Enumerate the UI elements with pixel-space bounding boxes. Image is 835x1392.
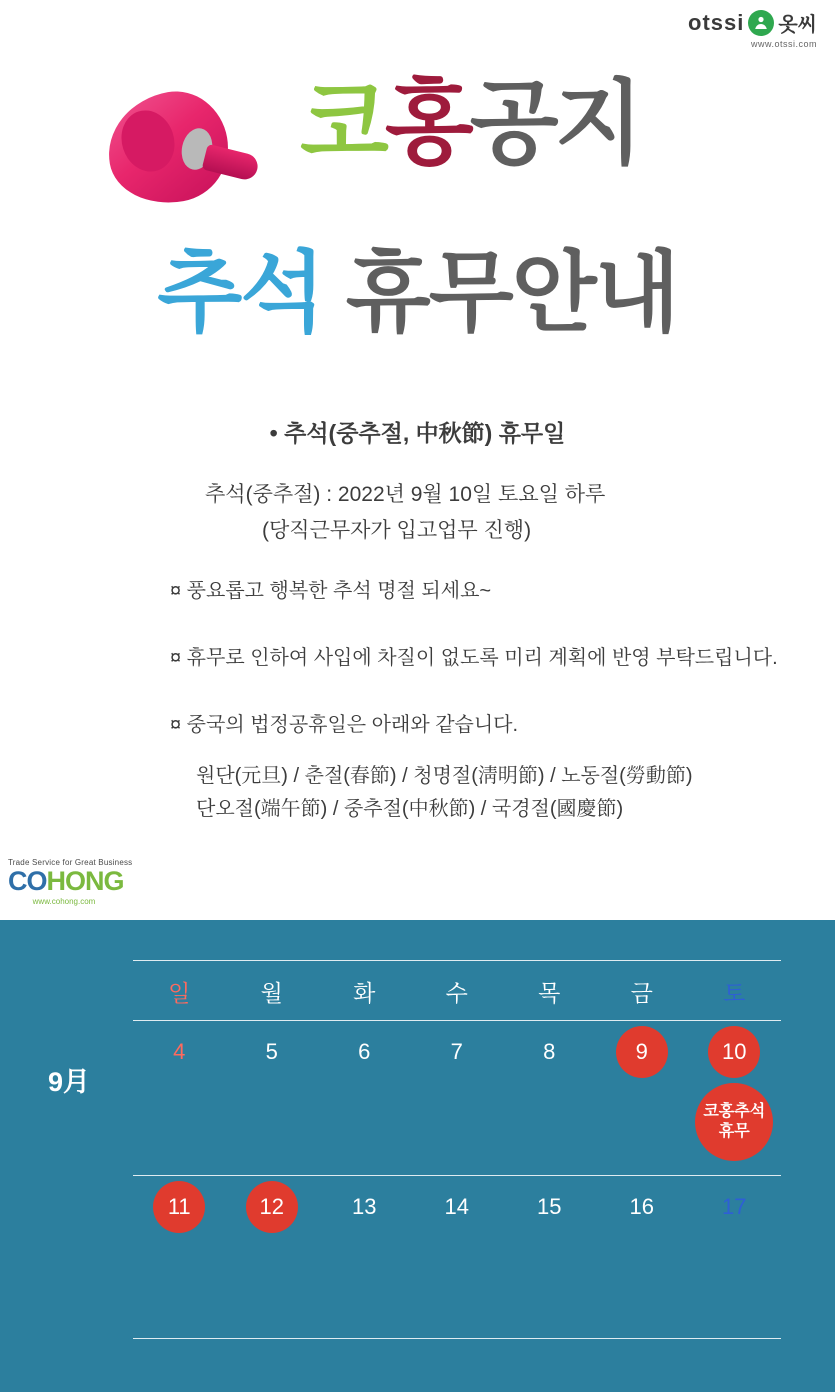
calendar-day-number: 6	[358, 1039, 371, 1064]
weekday-header-thu: 목	[538, 980, 561, 1006]
calendar-day-cell	[503, 1021, 596, 1083]
calendar-month-label: 9月	[48, 1067, 91, 1097]
calendar-event-slot	[133, 1083, 226, 1175]
calendar-day-cell-highlight	[688, 1021, 781, 1083]
calendar-day-cell	[226, 1021, 319, 1083]
weekday-header-sun: 일	[168, 980, 191, 1006]
calendar-day-cell	[503, 1176, 596, 1238]
calendar-empty-row	[133, 1238, 781, 1338]
calendar-day-number: 4	[173, 1039, 186, 1064]
detail-line-1: 추석(중추절) : 2022년 9월 10일 토요일 하루	[205, 483, 606, 506]
calendar-event-row	[133, 1083, 781, 1175]
holiday-line-2: 단오절(端午節) / 중추절(中秋節) / 국경절(國慶節)	[196, 798, 624, 820]
calendar-week-row-2	[133, 1176, 781, 1238]
page-title-rest: 휴무안내	[345, 243, 678, 342]
cohong-tagline: Trade Service for Great Business	[8, 858, 133, 867]
calendar-day-cell	[688, 1176, 781, 1238]
otssi-brand	[688, 8, 817, 49]
bullet-mark: •	[269, 420, 278, 446]
weekday-header-wed: 수	[445, 980, 468, 1006]
calendar-event-slot	[226, 1083, 319, 1175]
calendar-week-row-1	[133, 1021, 781, 1083]
weekday-header-tue: 화	[353, 980, 376, 1006]
note-line-3: ¤ 중국의 법정공휴일은 아래와 같습니다.	[170, 714, 519, 736]
calendar-day-cell	[133, 1021, 226, 1083]
page-title-highlight: 추석	[157, 243, 324, 342]
body-copy	[0, 415, 835, 825]
bullet-title-line	[0, 415, 835, 448]
holiday-event-badge	[695, 1083, 773, 1161]
calendar-day-number: 9	[616, 1026, 668, 1078]
person-in-circle-icon	[748, 10, 774, 36]
calendar-day-number: 11	[153, 1181, 205, 1233]
calendar-day-cell-highlight	[226, 1176, 319, 1238]
calendar-weekday-header-row	[133, 961, 781, 1020]
otssi-url: www.otssi.com	[750, 39, 817, 49]
calendar-event-slot	[688, 1083, 781, 1175]
note-line-1: ¤ 풍요롭고 행복한 추석 명절 되세요~	[170, 580, 492, 602]
cohong-wordmark-part-2: HONG	[46, 866, 124, 896]
headline-text	[300, 73, 640, 175]
calendar-event-slot	[318, 1083, 411, 1175]
otssi-korean-name: 옷씨	[778, 14, 817, 36]
calendar-day-cell	[596, 1176, 689, 1238]
otssi-wordmark: otssi	[688, 9, 745, 35]
megaphone-icon	[108, 88, 288, 208]
calendar-day-number: 7	[450, 1039, 463, 1064]
calendar-event-slot	[503, 1083, 596, 1175]
holiday-event-line-1: 코홍추석	[703, 1103, 766, 1120]
weekday-header-fri: 금	[630, 980, 653, 1006]
bullet-title: 추석(중추절, 中秋節) 휴무일	[284, 420, 566, 446]
calendar-event-slot	[411, 1083, 504, 1175]
holiday-line-1: 원단(元旦) / 춘절(春節) / 청명절(淸明節) / 노동절(勞動節)	[196, 765, 693, 787]
headline-part-3: 공지	[469, 73, 640, 175]
calendar-day-cell-highlight	[133, 1176, 226, 1238]
calendar-day-number: 16	[629, 1194, 654, 1219]
calendar-grid	[133, 960, 781, 1339]
calendar-panel	[0, 920, 835, 1392]
calendar-day-number: 10	[708, 1026, 760, 1078]
calendar-day-number: 8	[543, 1039, 556, 1064]
cohong-wordmark	[8, 868, 138, 895]
calendar-divider-bottom	[133, 1338, 781, 1339]
calendar-day-cell	[411, 1176, 504, 1238]
cohong-wordmark-part-1: CO	[8, 866, 47, 896]
headline-part-1: 코	[300, 73, 385, 175]
weekday-header-mon: 월	[260, 980, 283, 1006]
detail-line-2: (당직근무자가 입고업무 진행)	[262, 519, 532, 542]
cohong-logo	[8, 858, 138, 906]
calendar-day-number: 17	[722, 1194, 747, 1219]
calendar-day-cell	[318, 1021, 411, 1083]
calendar-day-cell	[411, 1021, 504, 1083]
weekday-header-sat: 토	[723, 980, 746, 1006]
holiday-event-line-2: 휴무	[718, 1123, 750, 1140]
headline-part-2: 홍	[384, 73, 470, 175]
calendar-day-number: 15	[537, 1194, 562, 1219]
otssi-brand-row	[688, 8, 817, 37]
calendar-day-cell-highlight	[596, 1021, 689, 1083]
calendar-day-number: 12	[246, 1181, 298, 1233]
calendar-day-number: 14	[444, 1194, 469, 1219]
calendar-day-number: 13	[352, 1194, 377, 1219]
note-line-2: ¤ 휴무로 인하여 사입에 차질이 없도록 미리 계획에 반영 부탁드립니다.	[170, 647, 778, 669]
page-title	[0, 245, 835, 342]
calendar-event-slot	[596, 1083, 689, 1175]
cohong-url: www.cohong.com	[32, 897, 96, 906]
headline-row	[0, 70, 835, 220]
calendar-day-cell	[318, 1176, 411, 1238]
calendar-day-number: 5	[265, 1039, 278, 1064]
